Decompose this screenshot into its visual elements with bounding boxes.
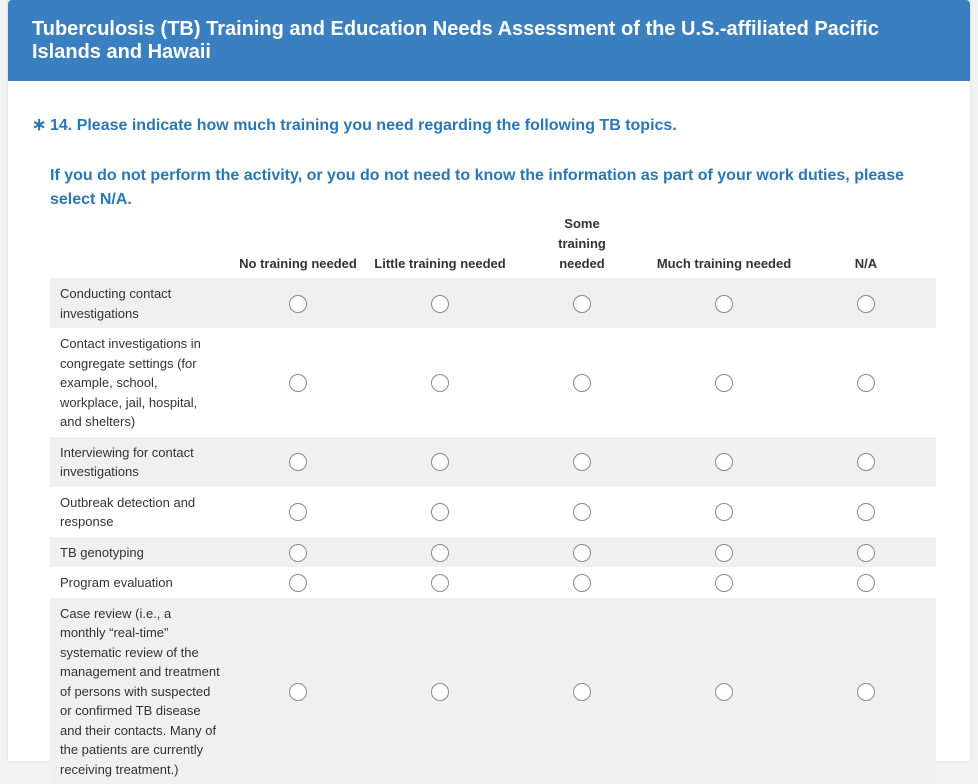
column-header: Much training needed: [652, 214, 796, 278]
radio-button[interactable]: [573, 544, 591, 562]
radio-button[interactable]: [857, 503, 875, 521]
rating-matrix: [50, 214, 936, 784]
radio-button[interactable]: [431, 683, 449, 701]
radio-button[interactable]: [573, 683, 591, 701]
radio-button[interactable]: [431, 503, 449, 521]
radio-button[interactable]: [857, 574, 875, 592]
matrix-row: [50, 437, 936, 487]
question-14: [32, 114, 942, 212]
radio-button[interactable]: [857, 683, 875, 701]
radio-button[interactable]: [573, 453, 591, 471]
radio-button[interactable]: [431, 453, 449, 471]
radio-button[interactable]: [289, 453, 307, 471]
row-label: Interviewing for contact investigations: [50, 437, 228, 487]
radio-button[interactable]: [431, 544, 449, 562]
radio-button[interactable]: [715, 683, 733, 701]
column-header: N/A: [796, 214, 936, 278]
survey-header: [8, 0, 970, 81]
radio-button[interactable]: [715, 295, 733, 313]
radio-button[interactable]: [289, 374, 307, 392]
radio-button[interactable]: [573, 574, 591, 592]
question-instructions: If you do not perform the activity, or you do not need to know the information as part of your work duties, please select N/A.: [50, 164, 942, 212]
radio-button[interactable]: [289, 683, 307, 701]
radio-button[interactable]: [289, 503, 307, 521]
radio-button[interactable]: [715, 453, 733, 471]
survey-title: Tuberculosis (TB) Training and Education Needs Assessment of the U.S.-affiliated Pacific Islands and Hawaii: [32, 18, 932, 64]
radio-button[interactable]: [857, 295, 875, 313]
column-header: No training needed: [228, 214, 368, 278]
radio-button[interactable]: [289, 574, 307, 592]
matrix-row: [50, 328, 936, 437]
matrix-header-row: [50, 214, 936, 278]
column-header: Some training needed: [512, 214, 652, 278]
radio-button[interactable]: [857, 453, 875, 471]
matrix-row: [50, 487, 936, 537]
radio-button[interactable]: [431, 374, 449, 392]
radio-button[interactable]: [573, 503, 591, 521]
matrix-row: [50, 537, 936, 568]
row-label: TB genotyping: [50, 537, 228, 568]
row-label-header: [50, 214, 228, 278]
matrix-row: [50, 598, 936, 784]
column-header: Little training needed: [368, 214, 512, 278]
required-asterisk-icon: ∗: [32, 114, 50, 136]
radio-button[interactable]: [431, 295, 449, 313]
question-text: 14. Please indicate how much training you need regarding the following TB topics.: [50, 117, 677, 134]
radio-button[interactable]: [715, 574, 733, 592]
radio-button[interactable]: [857, 374, 875, 392]
question-title: [32, 114, 942, 137]
radio-button[interactable]: [573, 374, 591, 392]
matrix-row: [50, 278, 936, 328]
survey-page: [8, 0, 970, 761]
radio-button[interactable]: [857, 544, 875, 562]
row-label: Conducting contact investigations: [50, 278, 228, 328]
row-label: Outbreak detection and response: [50, 487, 228, 537]
row-label: Case review (i.e., a monthly “real-time” systematic review of the management and treatment of persons with suspected or confirmed TB disease and their contacts. Many of the patients are currently receiving treatment.): [50, 598, 228, 784]
radio-button[interactable]: [289, 295, 307, 313]
row-label: Program evaluation: [50, 567, 228, 598]
matrix-row: [50, 567, 936, 598]
row-label: Contact investigations in congregate settings (for example, school, workplace, jail, hospital, and shelters): [50, 328, 228, 437]
radio-button[interactable]: [573, 295, 591, 313]
radio-button[interactable]: [715, 374, 733, 392]
radio-button[interactable]: [715, 544, 733, 562]
radio-button[interactable]: [431, 574, 449, 592]
radio-button[interactable]: [715, 503, 733, 521]
radio-button[interactable]: [289, 544, 307, 562]
